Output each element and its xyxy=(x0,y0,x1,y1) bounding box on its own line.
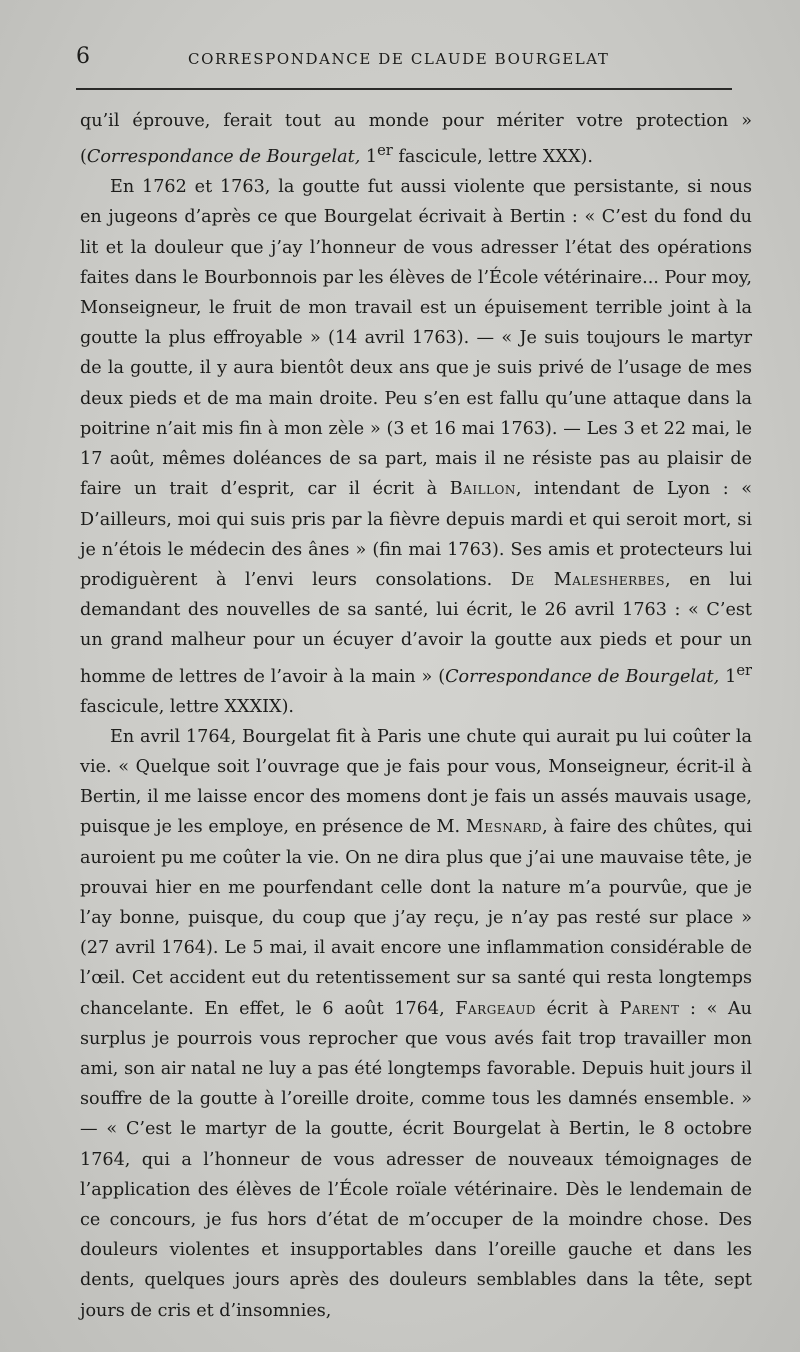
running-title: CORRESPONDANCE DE CLAUDE BOURGELAT xyxy=(188,50,610,68)
person-name: Baillon xyxy=(449,479,516,500)
person-name: Mesnard xyxy=(465,817,543,838)
text-run: , à faire des chûtes, qui auroient pu me coûter la vie. On ne dira plus que j’ai une mauvaise tête, je prouvai hier en me pourfendant celle dont la nature m’a pourvûe, que je l’ay bonne, puisque, du coup que j’ay reçu, je n’ay pas resté sur place » (27 avril 1764). Le 5 mai, il avait encore une inflammation considérable de l’œil. Cet accident eut du retentissement sur sa santé qui resta longtemps chancelante. En effet, le 6 août 1764, xyxy=(80,817,752,1019)
person-name: Parent xyxy=(619,998,680,1019)
text-run: fascicule, lettre XXXIX). xyxy=(80,696,295,717)
body-text xyxy=(80,106,752,1326)
page-number: 6 xyxy=(76,44,90,69)
paragraph xyxy=(80,722,752,1326)
text-run: qu’il éprouve, ferait tout au monde pour mériter votre protection » ( xyxy=(80,111,752,168)
citation-title: Correspondance de Bourgelat, xyxy=(86,147,361,168)
page-header xyxy=(76,44,736,76)
text-run: : « Au surplus je pourrois vous reprocher que vous avés fait trop travailler mon ami, son air natal ne luy a pas été longtemps favorable. Depuis huit jours il souffre de la goutte à l’oreille droite, comme tous les damnés ensemble. » — « C’est le martyr de la goutte, écrit Bourgelat à Bertin, le 8 octobre 1764, qui a l’honneur de vous adresser de nouveaux témoignages de l’application des élèves de l’École roïale vétérinaire. Dès le lendemain de ce concours, je fus hors d’état de m’occuper de la moindre chose. Des douleurs violentes et insupportables dans l’oreille gauche et dans les dents, quelques jours après des douleurs semblables dans la tête, sept jours de cris et d’insomnies, xyxy=(80,998,753,1321)
text-run: En 1762 et 1763, la goutte fut aussi violente que persistante, si nous en jugeons d’après ce que Bourgelat écrivait à Bertin : « C’est du fond du lit et la douleur que j’ay l’honneur de vous adresser l’état des opérations faites dans le Bourbonnois par les élèves de l’École vétérinaire... Pour moy, Monseigneur, le fruit de mon travail est un épuisement terrible joint à la goutte la plus effroyable » (14 avril 1763). — « Je suis toujours le martyr de la goutte, il y aura bientôt deux ans que je suis privé de l’usage de mes deux pieds et de ma main droite. Peu s’en est fallu qu’une attaque dans la poitrine n’ait mis fin à mon zèle » (3 et 16 mai 1763). — Les 3 et 22 mai, le 17 août, mêmes doléances de sa part, mais il ne résiste pas au plaisir de faire un trait d’esprit, car il écrit à xyxy=(80,177,752,500)
text-run: , intendant de Lyon : « D’ailleurs, moi qui suis pris par la fièvre depuis mardi et qui seroit mort, si je n’étois le médecin des ânes » (fin mai 1763). Ses amis et protecteurs lui prodiguèrent à l’envi leurs consolations. xyxy=(80,479,752,590)
citation-title: Correspondance de Bourgelat, xyxy=(445,666,720,687)
text-run: En avril 1764, Bourgelat fit à Paris une chute qui aurait pu lui coûter la vie. « Quelque soit l’ouvrage que je fais pour vous, Monseigneur, écrit-il à Bertin, il me laisse encor des momens dont je fais un assés mauvais usage, puisque je les employe, en présence de M. xyxy=(80,726,752,838)
text-run: er xyxy=(736,661,752,679)
text-run: , en lui demandant des nouvelles de sa santé, lui écrit, le 26 avril 1763 : « C’est un grand malheur pour un écuyer d’avoir la goutte aux pieds et pour un homme de lettres de l’avoir à la main » ( xyxy=(80,569,752,687)
person-name: De Malesherbes xyxy=(510,569,665,590)
header-rule xyxy=(76,88,732,90)
text-run: 1 xyxy=(360,147,378,168)
person-name: Fargeaud xyxy=(455,998,536,1019)
text-run: 1 xyxy=(719,666,737,687)
paragraph xyxy=(80,172,752,722)
text-run: er xyxy=(377,142,393,160)
text-run: fascicule, lettre XXX). xyxy=(392,147,593,168)
text-run: écrit à xyxy=(535,998,620,1019)
paragraph xyxy=(80,106,752,172)
